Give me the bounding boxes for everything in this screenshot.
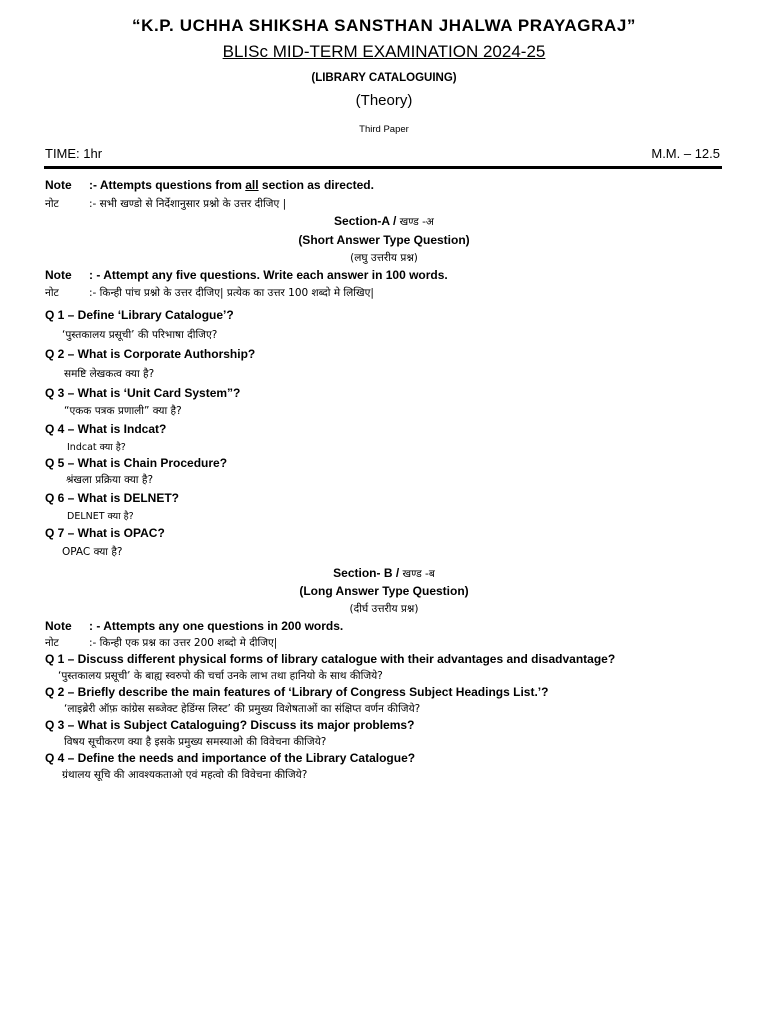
- section-a-note-label-hi: नोट: [45, 287, 59, 299]
- note-text-underlined: all: [245, 178, 259, 192]
- section-b-note-hi: [45, 635, 277, 650]
- section-b-heading-en: Section- B /: [333, 566, 403, 580]
- section-a-note-text-hi: :- किन्ही पांच प्रश्नो के उत्तर दीजिए| प्रत्येक का उत्तर 100 शब्दो मे लिखिए|: [89, 287, 374, 299]
- section-a-type-en: (Short Answer Type Question): [298, 233, 470, 247]
- paper-name: (LIBRARY CATALOGUING): [311, 72, 457, 84]
- max-marks: M.M. – 12.5: [651, 146, 720, 161]
- section-b-q2-en: Q 2 – Briefly describe the main features of ‘Library of Congress Subject Headings List.’?: [45, 685, 549, 699]
- general-note-en: [45, 178, 374, 192]
- section-a-q6-en: Q 6 – What is DELNET?: [45, 491, 180, 505]
- section-a-heading-en: Section-A /: [334, 214, 400, 228]
- exam-time: TIME: 1hr: [45, 146, 103, 161]
- section-a-q4-hi: Indcat क्या है?: [67, 442, 126, 453]
- section-a-heading: [0, 214, 768, 229]
- section-b-q1-hi: ‘पुस्तकालय प्रसूची’ के बाह्य स्वरुपो की चर्चा उनके लाभ तथा हानियो के साथ कीजिये?: [58, 670, 383, 682]
- section-a-note-hi: [45, 285, 374, 300]
- section-a-q5-hi: श्रंखला प्रक्रिया क्या है?: [66, 474, 154, 486]
- section-a-type-hi-text: (लघु उत्तरीय प्रश्न): [350, 252, 418, 264]
- general-note-hi: [45, 196, 286, 211]
- section-a-q7-hi: OPAC क्या है?: [62, 546, 123, 558]
- note-label-hi: नोट: [45, 198, 59, 210]
- header-divider: [44, 166, 722, 169]
- note-text-hi: :- सभी खण्डो से निर्देशानुसार प्रश्नो के उत्तर दीजिए |: [89, 198, 287, 210]
- section-b-note-en: [45, 619, 343, 633]
- section-b-q4-en: Q 4 – Define the needs and importance of the Library Catalogue?: [45, 751, 416, 765]
- paper-type: (Theory): [355, 92, 413, 109]
- note-label: Note: [45, 178, 72, 192]
- section-b-type-hi: [0, 601, 768, 616]
- note-text-pre: :- Attempts questions from: [89, 178, 246, 192]
- section-b-note-text-hi: :- किन्ही एक प्रश्न का उत्तर 200 शब्दो मे दीजिए|: [89, 637, 278, 649]
- section-a-q5-en: Q 5 – What is Chain Procedure?: [45, 456, 228, 470]
- section-b-note-text: : - Attempts any one questions in 200 words.: [89, 619, 344, 633]
- section-a-q3-hi: “एकक पत्रक प्रणाली” क्या है?: [64, 405, 182, 417]
- section-b-q3-en: Q 3 – What is Subject Cataloguing? Discuss its major problems?: [45, 718, 415, 732]
- section-b-q4-hi: ग्रंथालय सूचि की आवश्यकताओ एवं महत्वो की विवेचना कीजिये?: [62, 769, 308, 781]
- section-a-heading-hi: खण्ड -अ: [399, 216, 434, 228]
- section-b-note-label-hi: नोट: [45, 637, 59, 649]
- section-b-note-label: Note: [45, 619, 72, 633]
- section-a-note-text: : - Attempt any five questions. Write each answer in 100 words.: [89, 268, 448, 282]
- section-a-q6-hi: DELNET क्या है?: [67, 511, 134, 522]
- section-b-heading-hi: खण्ड -ब: [402, 568, 435, 580]
- section-a-q3-en: Q 3 – What is ‘Unit Card System”?: [45, 386, 241, 400]
- section-a-q1-en: Q 1 – Define ‘Library Catalogue’?: [45, 308, 234, 322]
- section-b-q1-en: Q 1 – Discuss different physical forms of library catalogue with their advantages and disadvantage?: [45, 652, 616, 666]
- section-b-type-en: (Long Answer Type Question): [299, 584, 469, 598]
- institute-title: “K.P. UCHHA SHIKSHA SANSTHAN JHALWA PRAYAGRAJ”: [132, 16, 636, 35]
- section-b-heading: [0, 566, 768, 581]
- section-a-q1-hi: ‘पुस्तकालय प्रसूची’ की परिभाषा दीजिए?: [62, 329, 218, 341]
- section-a-q2-en: Q 2 – What is Corporate Authorship?: [45, 347, 256, 361]
- section-a-note-label: Note: [45, 268, 72, 282]
- section-a-q4-en: Q 4 – What is Indcat?: [45, 422, 167, 436]
- section-a-q2-hi: समष्टि लेखकत्व क्या है?: [64, 368, 155, 380]
- paper-number: Third Paper: [359, 124, 409, 135]
- section-b-q3-hi: विषय सूचीकरण क्या है इसके प्रमुख्य समस्याओ की विवेचना कीजिये?: [64, 736, 327, 748]
- section-a-q7-en: Q 7 – What is OPAC?: [45, 526, 165, 540]
- section-a-type-hi: [0, 250, 768, 265]
- section-b-type-hi-text: (दीर्घ उत्तरीय प्रश्न): [349, 603, 419, 615]
- exam-title: BLISc MID-TERM EXAMINATION 2024-25: [222, 42, 546, 61]
- section-a-note-en: [45, 268, 448, 282]
- section-b-q2-hi: ‘लाइब्रेरी ऑफ़ कांग्रेस सब्जेक्ट हेडिंग्स लिस्ट’ की प्रमुख्य विशेषताओं का संक्षिप्त वर्णन कीजिये?: [64, 703, 421, 715]
- note-text-post: section as directed.: [258, 178, 374, 192]
